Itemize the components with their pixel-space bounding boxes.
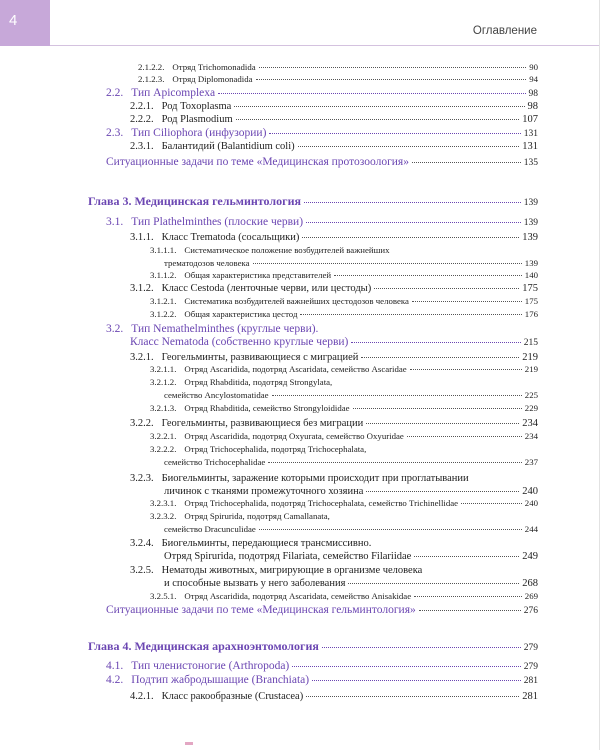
dot-leader xyxy=(236,119,520,120)
entry-title: Класс Trematoda (сосальщики) xyxy=(161,232,300,243)
entry-page: 139 xyxy=(524,258,538,268)
entry-page: 98 xyxy=(527,101,538,112)
entry-title: Глава 4. Медицинская арахноэнтомология xyxy=(88,639,319,653)
toc-entry xyxy=(150,245,538,256)
toc-entry xyxy=(106,675,538,687)
dot-leader xyxy=(234,106,524,107)
entry-title: Подтип жабродышащие (Branchiata) xyxy=(131,674,310,686)
entry-number: 3.1. xyxy=(106,216,124,228)
entry-page: 90 xyxy=(529,62,538,72)
toc-entry xyxy=(150,444,538,455)
entry-page: 234 xyxy=(524,431,538,441)
dot-leader xyxy=(348,583,519,584)
page-number: 4 xyxy=(9,12,18,29)
toc-entry xyxy=(164,524,538,535)
toc-entry xyxy=(106,157,538,169)
entry-title: Отряд Trichocephalida, подотряд Trichocephalata, семейство Trichinellidae xyxy=(184,498,459,508)
entry-number: 3.2.1. xyxy=(130,352,154,363)
dot-leader xyxy=(256,79,527,80)
entry-number: 2.1.2.2. xyxy=(138,62,165,72)
entry-title: Общая характеристика представителей xyxy=(184,270,332,280)
dot-leader xyxy=(412,301,522,302)
dot-leader xyxy=(306,222,521,223)
toc-entry xyxy=(130,283,538,294)
entry-title: Тип Nemathelminthes (круглые черви). xyxy=(131,323,319,335)
entry-page: 276 xyxy=(523,606,538,616)
toc-entry xyxy=(150,270,538,281)
entry-number: 3.2.3.2. xyxy=(150,511,177,521)
toc-entry xyxy=(150,511,538,522)
entry-page: 219 xyxy=(524,364,538,374)
toc-entry xyxy=(150,403,538,414)
entry-title: и способные вызвать у него заболевания xyxy=(164,578,346,589)
entry-title: Класс Nematoda (собственно круглые черви) xyxy=(130,336,349,348)
entry-title: Отряд Spirurida, подотряд Filariata, семейство Filariidae xyxy=(164,551,412,562)
entry-title: Отряд Spirurida, подотряд Camallanata, xyxy=(184,511,330,521)
entry-page: 94 xyxy=(529,74,538,84)
entry-title: Тип членистоногие (Arthropoda) xyxy=(131,660,290,672)
dot-leader xyxy=(414,596,522,597)
entry-number: 3.2.1.2. xyxy=(150,377,177,387)
entry-title: Отряд Diplomonadida xyxy=(172,74,253,84)
toc-entry xyxy=(150,498,538,509)
entry-page: 244 xyxy=(524,524,538,534)
toc-entry xyxy=(130,101,538,112)
toc-entry xyxy=(106,88,538,100)
entry-page: 279 xyxy=(523,643,538,653)
toc-entry xyxy=(164,486,538,497)
entry-title: личинок с тканями промежуточного хозяина xyxy=(164,486,364,497)
entry-number: 3.1.1.2. xyxy=(150,270,177,280)
dot-leader xyxy=(322,647,521,648)
entry-page: 237 xyxy=(524,457,538,467)
dot-leader xyxy=(419,610,521,611)
entry-title: Глава 3. Медицинская гельминтология xyxy=(88,194,301,208)
entry-number: 3.2.2.1. xyxy=(150,431,177,441)
toc-entry xyxy=(130,141,538,152)
dot-leader xyxy=(410,369,522,370)
entry-page: 131 xyxy=(523,129,538,139)
entry-title: Геогельминты, развивающиеся с миграцией xyxy=(161,352,359,363)
dot-leader xyxy=(353,408,522,409)
entry-title: трематодозов человека xyxy=(164,258,250,268)
dot-leader xyxy=(312,680,521,681)
toc-entry xyxy=(130,337,538,349)
toc-entry xyxy=(150,309,538,320)
toc-entry xyxy=(150,364,538,375)
toc-entry xyxy=(150,296,538,307)
dot-leader xyxy=(268,462,522,463)
toc-entry xyxy=(130,565,538,576)
entry-title: Класс Cestoda (ленточные черви, или цестоды) xyxy=(161,283,372,294)
entry-number: 4.2. xyxy=(106,674,124,686)
entry-page: 176 xyxy=(524,309,538,319)
chapter-entry xyxy=(88,196,538,209)
entry-title: Ситуационные задачи по теме «Медицинская гельминтология» xyxy=(106,604,416,616)
dot-leader xyxy=(218,93,525,94)
toc-entry xyxy=(106,605,538,617)
entry-page: 98 xyxy=(528,89,538,99)
toc-entry xyxy=(164,551,538,562)
entry-title: Отряд Ascaridida, подотряд Oxyurata, семейство Oxyuridae xyxy=(184,431,404,441)
entry-number: 3.2.3. xyxy=(130,473,154,484)
entry-page: 268 xyxy=(522,578,538,589)
entry-number: 3.2.2. xyxy=(130,418,154,429)
entry-page: 269 xyxy=(524,591,538,601)
toc-entry xyxy=(150,591,538,602)
entry-title: Отряд Ascaridida, подотряд Ascaridata, семейство Anisakidae xyxy=(184,591,412,601)
entry-page: 175 xyxy=(522,283,538,294)
dot-leader xyxy=(334,275,522,276)
entry-number: 3.2.3.1. xyxy=(150,498,177,508)
dot-leader xyxy=(461,503,522,504)
toc-entry xyxy=(130,538,538,549)
entry-number: 2.2.2. xyxy=(130,114,154,125)
header-rule xyxy=(50,45,600,46)
toc-entry xyxy=(164,258,538,269)
toc-entry xyxy=(130,473,538,484)
entry-title: Биогельминты, заражение которыми происходит при проглатывании xyxy=(161,473,469,484)
toc-entry xyxy=(130,352,538,363)
entry-title: Род Plasmodium xyxy=(161,114,233,125)
toc-entry xyxy=(106,661,538,673)
entry-page: 175 xyxy=(524,296,538,306)
entry-title: Отряд Ascaridida, подотряд Ascaridata, семейство Ascaridae xyxy=(184,364,407,374)
entry-title: Систематическое положение возбудителей важнейших xyxy=(184,245,390,255)
dot-leader xyxy=(269,133,520,134)
entry-number: 3.2.2.2. xyxy=(150,444,177,454)
entry-title: Класс ракообразные (Crustacea) xyxy=(161,691,304,702)
entry-number: 4.1. xyxy=(106,660,124,672)
entry-page: 234 xyxy=(522,418,538,429)
entry-page: 219 xyxy=(522,352,538,363)
dot-leader xyxy=(366,423,519,424)
running-header-title: Оглавление xyxy=(472,25,537,37)
entry-number: 2.2. xyxy=(106,87,124,99)
toc-entry xyxy=(164,390,538,401)
dot-leader xyxy=(412,162,521,163)
entry-number: 3.2.1.3. xyxy=(150,403,177,413)
toc-entry xyxy=(130,418,538,429)
toc-entry xyxy=(130,232,538,243)
entry-page: 240 xyxy=(524,498,538,508)
toc-entry xyxy=(106,217,538,229)
toc-entry xyxy=(130,114,538,125)
entry-number: 3.2.4. xyxy=(130,538,154,549)
entry-number: 3.1.2.1. xyxy=(150,296,177,306)
entry-number: 3.1.1. xyxy=(130,232,154,243)
entry-page: 139 xyxy=(523,198,538,208)
entry-page: 279 xyxy=(523,662,538,672)
entry-title: семейство Dracunculidae xyxy=(164,524,256,534)
entry-page: 225 xyxy=(524,390,538,400)
entry-number: 3.2.5. xyxy=(130,565,154,576)
entry-number: 3.2.1.1. xyxy=(150,364,177,374)
toc-entry xyxy=(150,377,538,388)
entry-number: 2.3.1. xyxy=(130,141,154,152)
dot-leader xyxy=(259,67,527,68)
entry-page: 215 xyxy=(523,338,538,348)
entry-page: 229 xyxy=(524,403,538,413)
entry-title: Род Toxoplasma xyxy=(161,101,232,112)
entry-page: 139 xyxy=(523,218,538,228)
entry-page: 281 xyxy=(522,691,538,702)
entry-title: Отряд Trichomonadida xyxy=(172,62,256,72)
dot-leader xyxy=(302,237,519,238)
dot-leader xyxy=(259,529,522,530)
toc-entry xyxy=(138,74,538,85)
dot-leader xyxy=(351,342,520,343)
entry-number: 3.2. xyxy=(106,323,124,335)
entry-title: Систематика возбудителей важнейших цестодозов человека xyxy=(184,296,409,306)
entry-title: Отряд Trichocephalida, подотряд Trichocephalata, xyxy=(184,444,367,454)
chapter-entry xyxy=(88,641,538,654)
entry-number: 4.2.1. xyxy=(130,691,154,702)
dot-leader xyxy=(366,491,519,492)
entry-page: 139 xyxy=(522,232,538,243)
dot-leader xyxy=(272,395,522,396)
entry-title: Отряд Rhabditida, семейство Strongyloididae xyxy=(184,403,350,413)
entry-title: Тип Plathelminthes (плоские черви) xyxy=(131,216,304,228)
bottom-decoration xyxy=(185,742,193,745)
toc-entry xyxy=(130,691,538,702)
toc-entry xyxy=(150,431,538,442)
toc-entry xyxy=(106,324,538,335)
entry-number: 3.1.1.1. xyxy=(150,245,177,255)
dot-leader xyxy=(306,696,519,697)
toc-entry xyxy=(138,62,538,73)
dot-leader xyxy=(414,556,519,557)
entry-title: Тип Apicomplexa xyxy=(131,87,216,99)
entry-title: Тип Ciliophora (инфузории) xyxy=(131,127,267,139)
toc-entry xyxy=(164,457,538,468)
dot-leader xyxy=(361,357,519,358)
entry-title: Отряд Rhabditida, подотряд Strongylata, xyxy=(184,377,333,387)
entry-title: семейство Trichocephalidae xyxy=(164,457,266,467)
entry-page: 240 xyxy=(522,486,538,497)
entry-page: 107 xyxy=(522,114,538,125)
entry-title: Общая характеристика цестод xyxy=(184,309,298,319)
dot-leader xyxy=(300,314,521,315)
entry-title: Нематоды животных, мигрирующие в организме человека xyxy=(161,565,423,576)
entry-title: Балантидий (Balantidium coli) xyxy=(161,141,295,152)
entry-page: 140 xyxy=(524,270,538,280)
toc-entry xyxy=(164,578,538,589)
entry-number: 3.1.2.2. xyxy=(150,309,177,319)
entry-title: Ситуационные задачи по теме «Медицинская протозоология» xyxy=(106,156,409,168)
entry-title: Геогельминты, развивающиеся без миграции xyxy=(161,418,364,429)
dot-leader xyxy=(407,436,522,437)
entry-number: 3.1.2. xyxy=(130,283,154,294)
dot-leader xyxy=(298,146,520,147)
toc-entry xyxy=(106,128,538,140)
entry-number: 2.1.2.3. xyxy=(138,74,165,84)
page-number-tab xyxy=(0,0,50,46)
entry-number: 3.2.5.1. xyxy=(150,591,177,601)
dot-leader xyxy=(292,666,520,667)
entry-page: 281 xyxy=(523,676,538,686)
dot-leader xyxy=(374,288,519,289)
dot-leader xyxy=(253,263,522,264)
entry-number: 2.3. xyxy=(106,127,124,139)
entry-page: 131 xyxy=(522,141,538,152)
entry-number: 2.2.1. xyxy=(130,101,154,112)
dot-leader xyxy=(304,202,521,203)
entry-title: семейство Ancylostomatidae xyxy=(164,390,269,400)
entry-title: Биогельминты, передающиеся трансмиссивно. xyxy=(161,538,372,549)
entry-page: 249 xyxy=(522,551,538,562)
entry-page: 135 xyxy=(523,158,538,168)
